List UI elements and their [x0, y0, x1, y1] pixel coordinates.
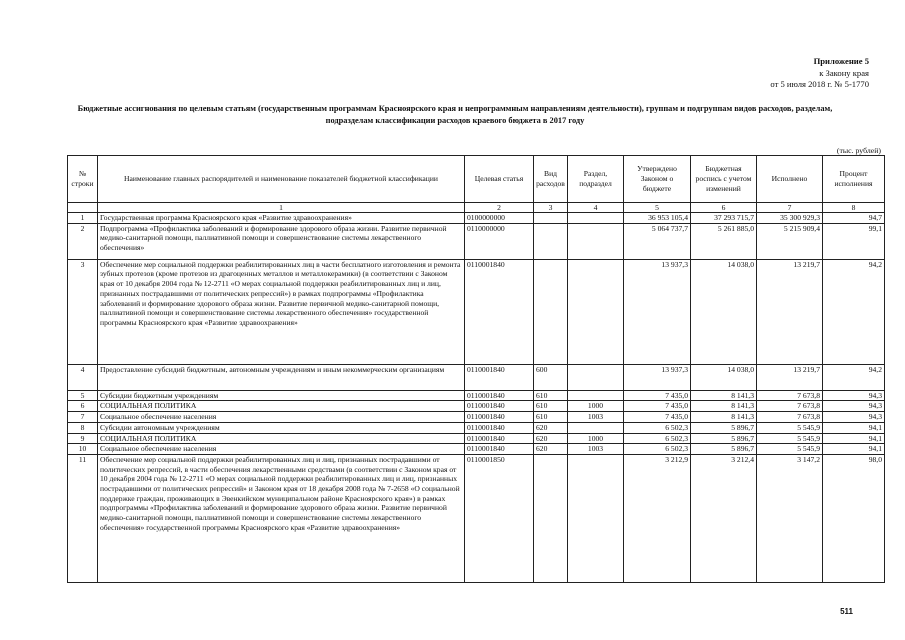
row-kind: 600 [534, 364, 568, 390]
appendix-law: к Закону края [819, 67, 869, 78]
row-number: 11 [68, 454, 98, 582]
column-number: 5 [624, 203, 691, 213]
table-row [68, 422, 885, 433]
table-row [68, 390, 885, 401]
row-percent: 94,2 [823, 259, 885, 364]
row-name: Обеспечение мер социальной поддержки реабилитированных лиц в части бесплатного изготовления и ремонта зубных протезов (кроме протезов из драгоценных металлов и металлокерамики) (в соответствии с Законом края от 10 декабря 2004 года № 12-2711 «О мерах социальной поддержки реабилитированных лиц и лиц, признанных пострадавшими от политических репрессий») в рамках подпрограммы «Профилактика заболеваний и формирование здорового образа жизни. Развитие первичной медико-санитарной помощи, паллиативной помощи и совершенствование системы лекарственного обеспечения» государственной программы Красноярского края «Развитие здравоохранения» [98, 259, 465, 364]
row-target: 0110001840 [465, 259, 534, 364]
row-kind: 610 [534, 412, 568, 423]
appendix-title: Приложение 5 [813, 56, 869, 66]
row-percent: 94,3 [823, 412, 885, 423]
row-approved: 7 435,0 [624, 390, 691, 401]
row-section [568, 364, 624, 390]
row-budget: 8 141,3 [691, 401, 757, 412]
row-budget: 5 261 885,0 [691, 223, 757, 259]
row-budget: 8 141,3 [691, 412, 757, 423]
row-target: 0100000000 [465, 213, 534, 224]
row-budget: 37 293 715,7 [691, 213, 757, 224]
row-approved: 36 953 105,4 [624, 213, 691, 224]
row-target: 0110001840 [465, 364, 534, 390]
row-section [568, 223, 624, 259]
row-target: 0110001840 [465, 412, 534, 423]
column-number-row [68, 203, 885, 213]
row-name: Предоставление субсидий бюджетным, автономным учреждениям и иным некоммерческим организациям [98, 364, 465, 390]
header-kind: Вид расходов [534, 156, 568, 203]
row-budget: 5 896,7 [691, 433, 757, 444]
row-target: 0110001840 [465, 401, 534, 412]
row-executed: 5 545,9 [757, 422, 823, 433]
row-percent: 94,1 [823, 444, 885, 455]
row-percent: 94,3 [823, 401, 885, 412]
page-number: 511 [840, 607, 853, 616]
row-approved: 13 937,3 [624, 259, 691, 364]
row-budget: 14 038,0 [691, 259, 757, 364]
row-name: Социальное обеспечение населения [98, 444, 465, 455]
row-target: 0110001850 [465, 454, 534, 582]
row-percent: 99,1 [823, 223, 885, 259]
row-number: 7 [68, 412, 98, 423]
row-section: 1003 [568, 412, 624, 423]
row-kind: 620 [534, 444, 568, 455]
header-row [68, 156, 885, 203]
row-section: 1003 [568, 444, 624, 455]
row-number: 10 [68, 444, 98, 455]
header-approved: Утверждено Законом о бюджете [624, 156, 691, 203]
row-budget: 8 141,3 [691, 390, 757, 401]
row-kind: 610 [534, 390, 568, 401]
header-name: Наименование главных распорядителей и наименование показателей бюджетной классификации [98, 156, 465, 203]
row-budget: 3 212,4 [691, 454, 757, 582]
row-approved: 7 435,0 [624, 401, 691, 412]
row-target: 0110001840 [465, 433, 534, 444]
row-name: Обеспечение мер социальной поддержки реабилитированных лиц и лиц, признанных пострадавшими от политических репрессий, в части обеспечения лекарственными средствами (в соответствии с Законом края от 10 декабря 2004 года № 12-2711 «О мерах социальной поддержки реабилитированных лиц и лиц, признанных пострадавшими от политических репрессий» и Законом края от 18 декабря 2008 года № 7-2658 «О социальной поддержке граждан, проживающих в Эвенкийском муниципальном районе Красноярского края») в рамках подпрограммы «Профилактика заболеваний и формирование здорового образа жизни. Развитие первичной медико-санитарной помощи, паллиативной помощи и совершенствование системы лекарственного обеспечения» государственной программы Красноярского края «Развитие здравоохранения» [98, 454, 465, 582]
header-row-number: № строки [68, 156, 98, 203]
row-percent: 94,1 [823, 422, 885, 433]
row-name: Социальное обеспечение населения [98, 412, 465, 423]
row-kind [534, 223, 568, 259]
header-budget: Бюджетная роспись с учетом изменений [691, 156, 757, 203]
row-number: 8 [68, 422, 98, 433]
header-section: Раздел, подраздел [568, 156, 624, 203]
budget-table [67, 155, 885, 583]
row-target: 0110001840 [465, 444, 534, 455]
row-executed: 7 673,8 [757, 412, 823, 423]
row-name: СОЦИАЛЬНАЯ ПОЛИТИКА [98, 433, 465, 444]
row-approved: 6 502,3 [624, 444, 691, 455]
table-row [68, 364, 885, 390]
row-target: 0110001840 [465, 422, 534, 433]
row-executed: 3 147,2 [757, 454, 823, 582]
column-number: 2 [465, 203, 534, 213]
row-number: 3 [68, 259, 98, 364]
row-executed: 13 219,7 [757, 364, 823, 390]
row-executed: 7 673,8 [757, 401, 823, 412]
row-number: 1 [68, 213, 98, 224]
row-executed: 13 219,7 [757, 259, 823, 364]
unit-label: (тыс. рублей) [836, 146, 881, 155]
table-row [68, 213, 885, 224]
row-budget: 5 896,7 [691, 422, 757, 433]
row-budget: 5 896,7 [691, 444, 757, 455]
column-number: 4 [568, 203, 624, 213]
row-kind [534, 259, 568, 364]
row-approved: 6 502,3 [624, 433, 691, 444]
column-number: 6 [691, 203, 757, 213]
row-percent: 94,7 [823, 213, 885, 224]
header-executed: Исполнено [757, 156, 823, 203]
row-percent: 94,1 [823, 433, 885, 444]
table-row [68, 444, 885, 455]
document-title: Бюджетные ассигнования по целевым статьям (государственным программам Красноярского края и непрограммным направлениям деятельности), группам и подгруппам видов расходов, разделам, подразделам классификации расходов краевого бюджета в 2017 году [77, 104, 833, 125]
row-percent: 94,2 [823, 364, 885, 390]
appendix-date: от 5 июля 2018 г. № 5-1770 [770, 79, 869, 90]
row-budget: 14 038,0 [691, 364, 757, 390]
row-approved: 6 502,3 [624, 422, 691, 433]
table-row [68, 401, 885, 412]
row-number: 4 [68, 364, 98, 390]
row-executed: 7 673,8 [757, 390, 823, 401]
row-section [568, 213, 624, 224]
row-executed: 5 545,9 [757, 444, 823, 455]
row-kind [534, 454, 568, 582]
row-name: Подпрограмма «Профилактика заболеваний и формирование здорового образа жизни. Развитие первичной медико-санитарной помощи, паллиативной помощи и совершенствование системы лекарственного обеспечения» [98, 223, 465, 259]
row-approved: 13 937,3 [624, 364, 691, 390]
row-target: 0110001840 [465, 390, 534, 401]
column-number: 8 [823, 203, 885, 213]
column-number [68, 203, 98, 213]
column-number: 3 [534, 203, 568, 213]
row-name: СОЦИАЛЬНАЯ ПОЛИТИКА [98, 401, 465, 412]
row-section: 1000 [568, 433, 624, 444]
row-number: 5 [68, 390, 98, 401]
row-number: 9 [68, 433, 98, 444]
row-executed: 5 545,9 [757, 433, 823, 444]
header-percent: Процент исполнения [823, 156, 885, 203]
row-section [568, 390, 624, 401]
column-number: 7 [757, 203, 823, 213]
row-section [568, 259, 624, 364]
column-number: 1 [98, 203, 465, 213]
row-name: Субсидии автономным учреждениям [98, 422, 465, 433]
row-name: Государственная программа Красноярского края «Развитие здравоохранения» [98, 213, 465, 224]
table-row [68, 412, 885, 423]
row-approved: 5 064 737,7 [624, 223, 691, 259]
row-executed: 5 215 909,4 [757, 223, 823, 259]
row-number: 6 [68, 401, 98, 412]
row-approved: 3 212,9 [624, 454, 691, 582]
row-name: Субсидии бюджетным учреждениям [98, 390, 465, 401]
row-percent: 98,0 [823, 454, 885, 582]
row-number: 2 [68, 223, 98, 259]
row-section [568, 422, 624, 433]
row-section [568, 454, 624, 582]
row-approved: 7 435,0 [624, 412, 691, 423]
header-target: Целевая статья [465, 156, 534, 203]
row-executed: 35 300 929,3 [757, 213, 823, 224]
appendix-header [770, 56, 869, 91]
table-row [68, 259, 885, 364]
table-row [68, 454, 885, 582]
row-target: 0110000000 [465, 223, 534, 259]
row-kind: 610 [534, 401, 568, 412]
table-row [68, 433, 885, 444]
row-percent: 94,3 [823, 390, 885, 401]
row-section: 1000 [568, 401, 624, 412]
row-kind: 620 [534, 422, 568, 433]
row-kind: 620 [534, 433, 568, 444]
table-row [68, 223, 885, 259]
row-kind [534, 213, 568, 224]
